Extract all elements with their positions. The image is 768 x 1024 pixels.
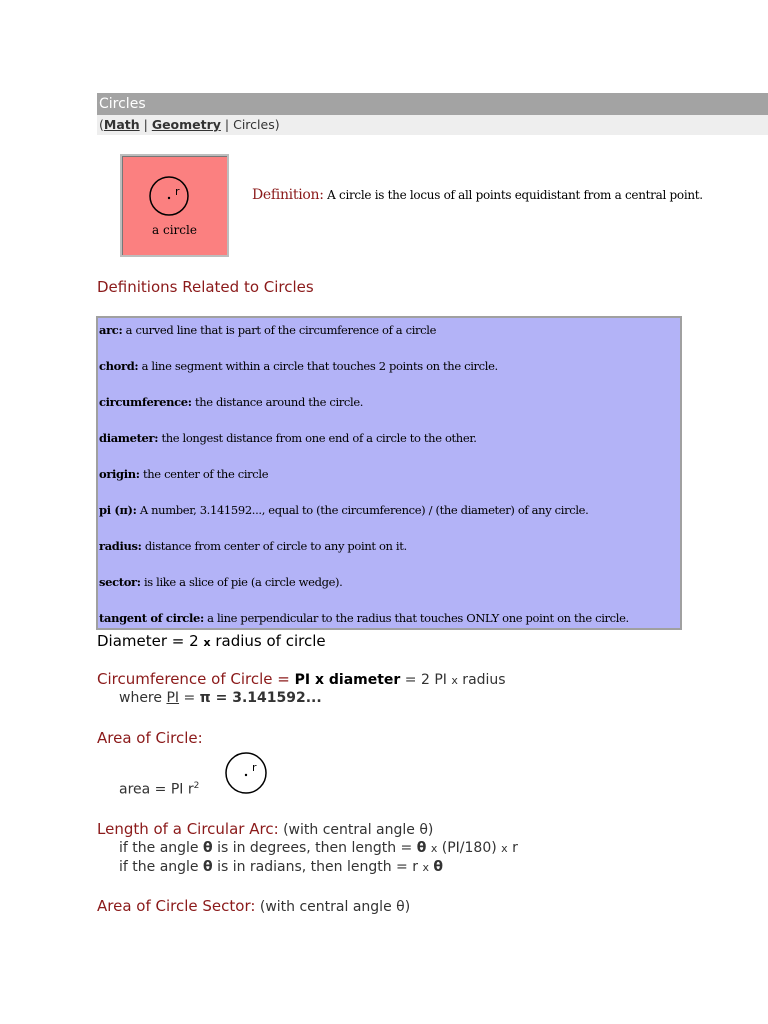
where-text: where: [119, 690, 167, 706]
def-row: [99, 467, 268, 481]
area-text: area = PI r: [119, 781, 194, 798]
eq-text: =: [179, 690, 200, 706]
def-term: radius:: [99, 539, 142, 553]
circle-figure: [120, 154, 229, 257]
def-row: [99, 323, 436, 337]
arc-degrees-formula: [119, 840, 518, 856]
circumference-rest-a: = 2 PI: [400, 672, 452, 688]
circle-diagram: [148, 174, 194, 218]
area-formula: [119, 781, 199, 798]
times-sign: x: [501, 842, 508, 855]
diameter-a: Diameter = 2: [97, 632, 204, 650]
def-row: [99, 431, 477, 445]
arc-heading: [97, 820, 433, 838]
def-row: [99, 503, 588, 517]
def-text: a line perpendicular to the radius that touches ONLY one point on the circle.: [203, 611, 629, 625]
def-text: the longest distance from one end of a circle to the other.: [158, 431, 477, 445]
arc-text: is in degrees, then length =: [212, 840, 417, 856]
exponent: 2: [193, 781, 200, 791]
def-row: [99, 539, 407, 553]
arc-text: r: [507, 840, 518, 856]
def-text: A number, 3.141592..., equal to (the circumference) / (the diameter) of any circle.: [136, 503, 589, 517]
times-sign: x: [430, 842, 438, 855]
pi-symbol: π: [199, 690, 211, 706]
definition-label: Definition:: [252, 187, 324, 203]
def-row: [99, 575, 343, 589]
arc-text: (PI/180): [437, 840, 502, 856]
def-text: is like a slice of pie (a circle wedge).: [140, 575, 343, 589]
circumference-formula: [97, 670, 506, 688]
def-term: chord:: [99, 359, 139, 373]
def-term: circumference:: [99, 395, 192, 409]
times-sign: x: [422, 861, 429, 874]
breadcrumb-separator: |: [220, 117, 234, 132]
diameter-b: radius of circle: [210, 632, 326, 650]
theta-symbol: θ: [203, 859, 213, 875]
arc-text: if the angle: [119, 840, 203, 856]
def-term: arc:: [99, 323, 123, 337]
area-heading: Area of Circle:: [97, 729, 203, 747]
sector-label: Area of Circle Sector:: [97, 897, 256, 915]
def-text: distance from center of circle to any point on it.: [141, 539, 407, 553]
circumference-rest-b: radius: [457, 672, 506, 688]
times-sign: x: [203, 636, 211, 649]
def-term: origin:: [99, 467, 140, 481]
def-text: a curved line that is part of the circumference of a circle: [122, 323, 437, 337]
pi-number: = 3.141592...: [210, 690, 322, 706]
arc-radians-formula: [119, 859, 443, 875]
breadcrumb: [97, 115, 768, 135]
definitions-box: [96, 316, 682, 630]
def-term: tangent of circle:: [99, 611, 204, 625]
breadcrumb-geometry-link[interactable]: Geometry: [151, 117, 221, 132]
def-term: sector:: [99, 575, 141, 589]
radius-label: r: [175, 185, 180, 198]
circumference-main: PI x diameter: [294, 672, 401, 688]
def-text: a line segment within a circle that touches 2 points on the circle.: [138, 359, 498, 373]
breadcrumb-current: Circles: [233, 117, 275, 132]
sector-note: (with central angle θ): [255, 899, 411, 915]
breadcrumb-open: (: [99, 117, 104, 132]
definition-text: A circle is the locus of all points equidistant from a central point.: [323, 188, 703, 202]
pi-value: [119, 690, 322, 706]
figure-caption: a circle: [152, 223, 197, 237]
definition: [252, 187, 703, 203]
pi-link[interactable]: PI: [166, 690, 180, 706]
sector-heading: [97, 897, 410, 915]
breadcrumb-separator: |: [139, 117, 152, 132]
times-sign: x: [451, 674, 458, 687]
def-text: the distance around the circle.: [191, 395, 364, 409]
area-circle-diagram: [223, 752, 269, 794]
arc-text: is in radians, then length = r: [212, 859, 423, 875]
page-title: Circles: [97, 93, 768, 115]
circumference-label: Circumference of Circle =: [97, 670, 295, 688]
def-text: the center of the circle: [139, 467, 269, 481]
breadcrumb-close: ): [274, 117, 280, 132]
arc-note: (with central angle θ): [278, 822, 434, 838]
def-row: [99, 359, 498, 373]
breadcrumb-math-link[interactable]: Math: [103, 117, 140, 132]
related-heading: Definitions Related to Circles: [97, 278, 314, 296]
theta-symbol: θ: [203, 840, 213, 856]
arc-label: Length of a Circular Arc:: [97, 820, 279, 838]
def-term: diameter:: [99, 431, 159, 445]
arc-text: if the angle: [119, 859, 203, 875]
theta-symbol: θ: [416, 840, 427, 856]
def-row: [99, 611, 629, 625]
def-term: pi (π):: [99, 503, 137, 517]
radius-label: r: [252, 761, 257, 774]
def-row: [99, 395, 363, 409]
diameter-formula: [97, 632, 326, 650]
theta-symbol: θ: [433, 859, 444, 875]
